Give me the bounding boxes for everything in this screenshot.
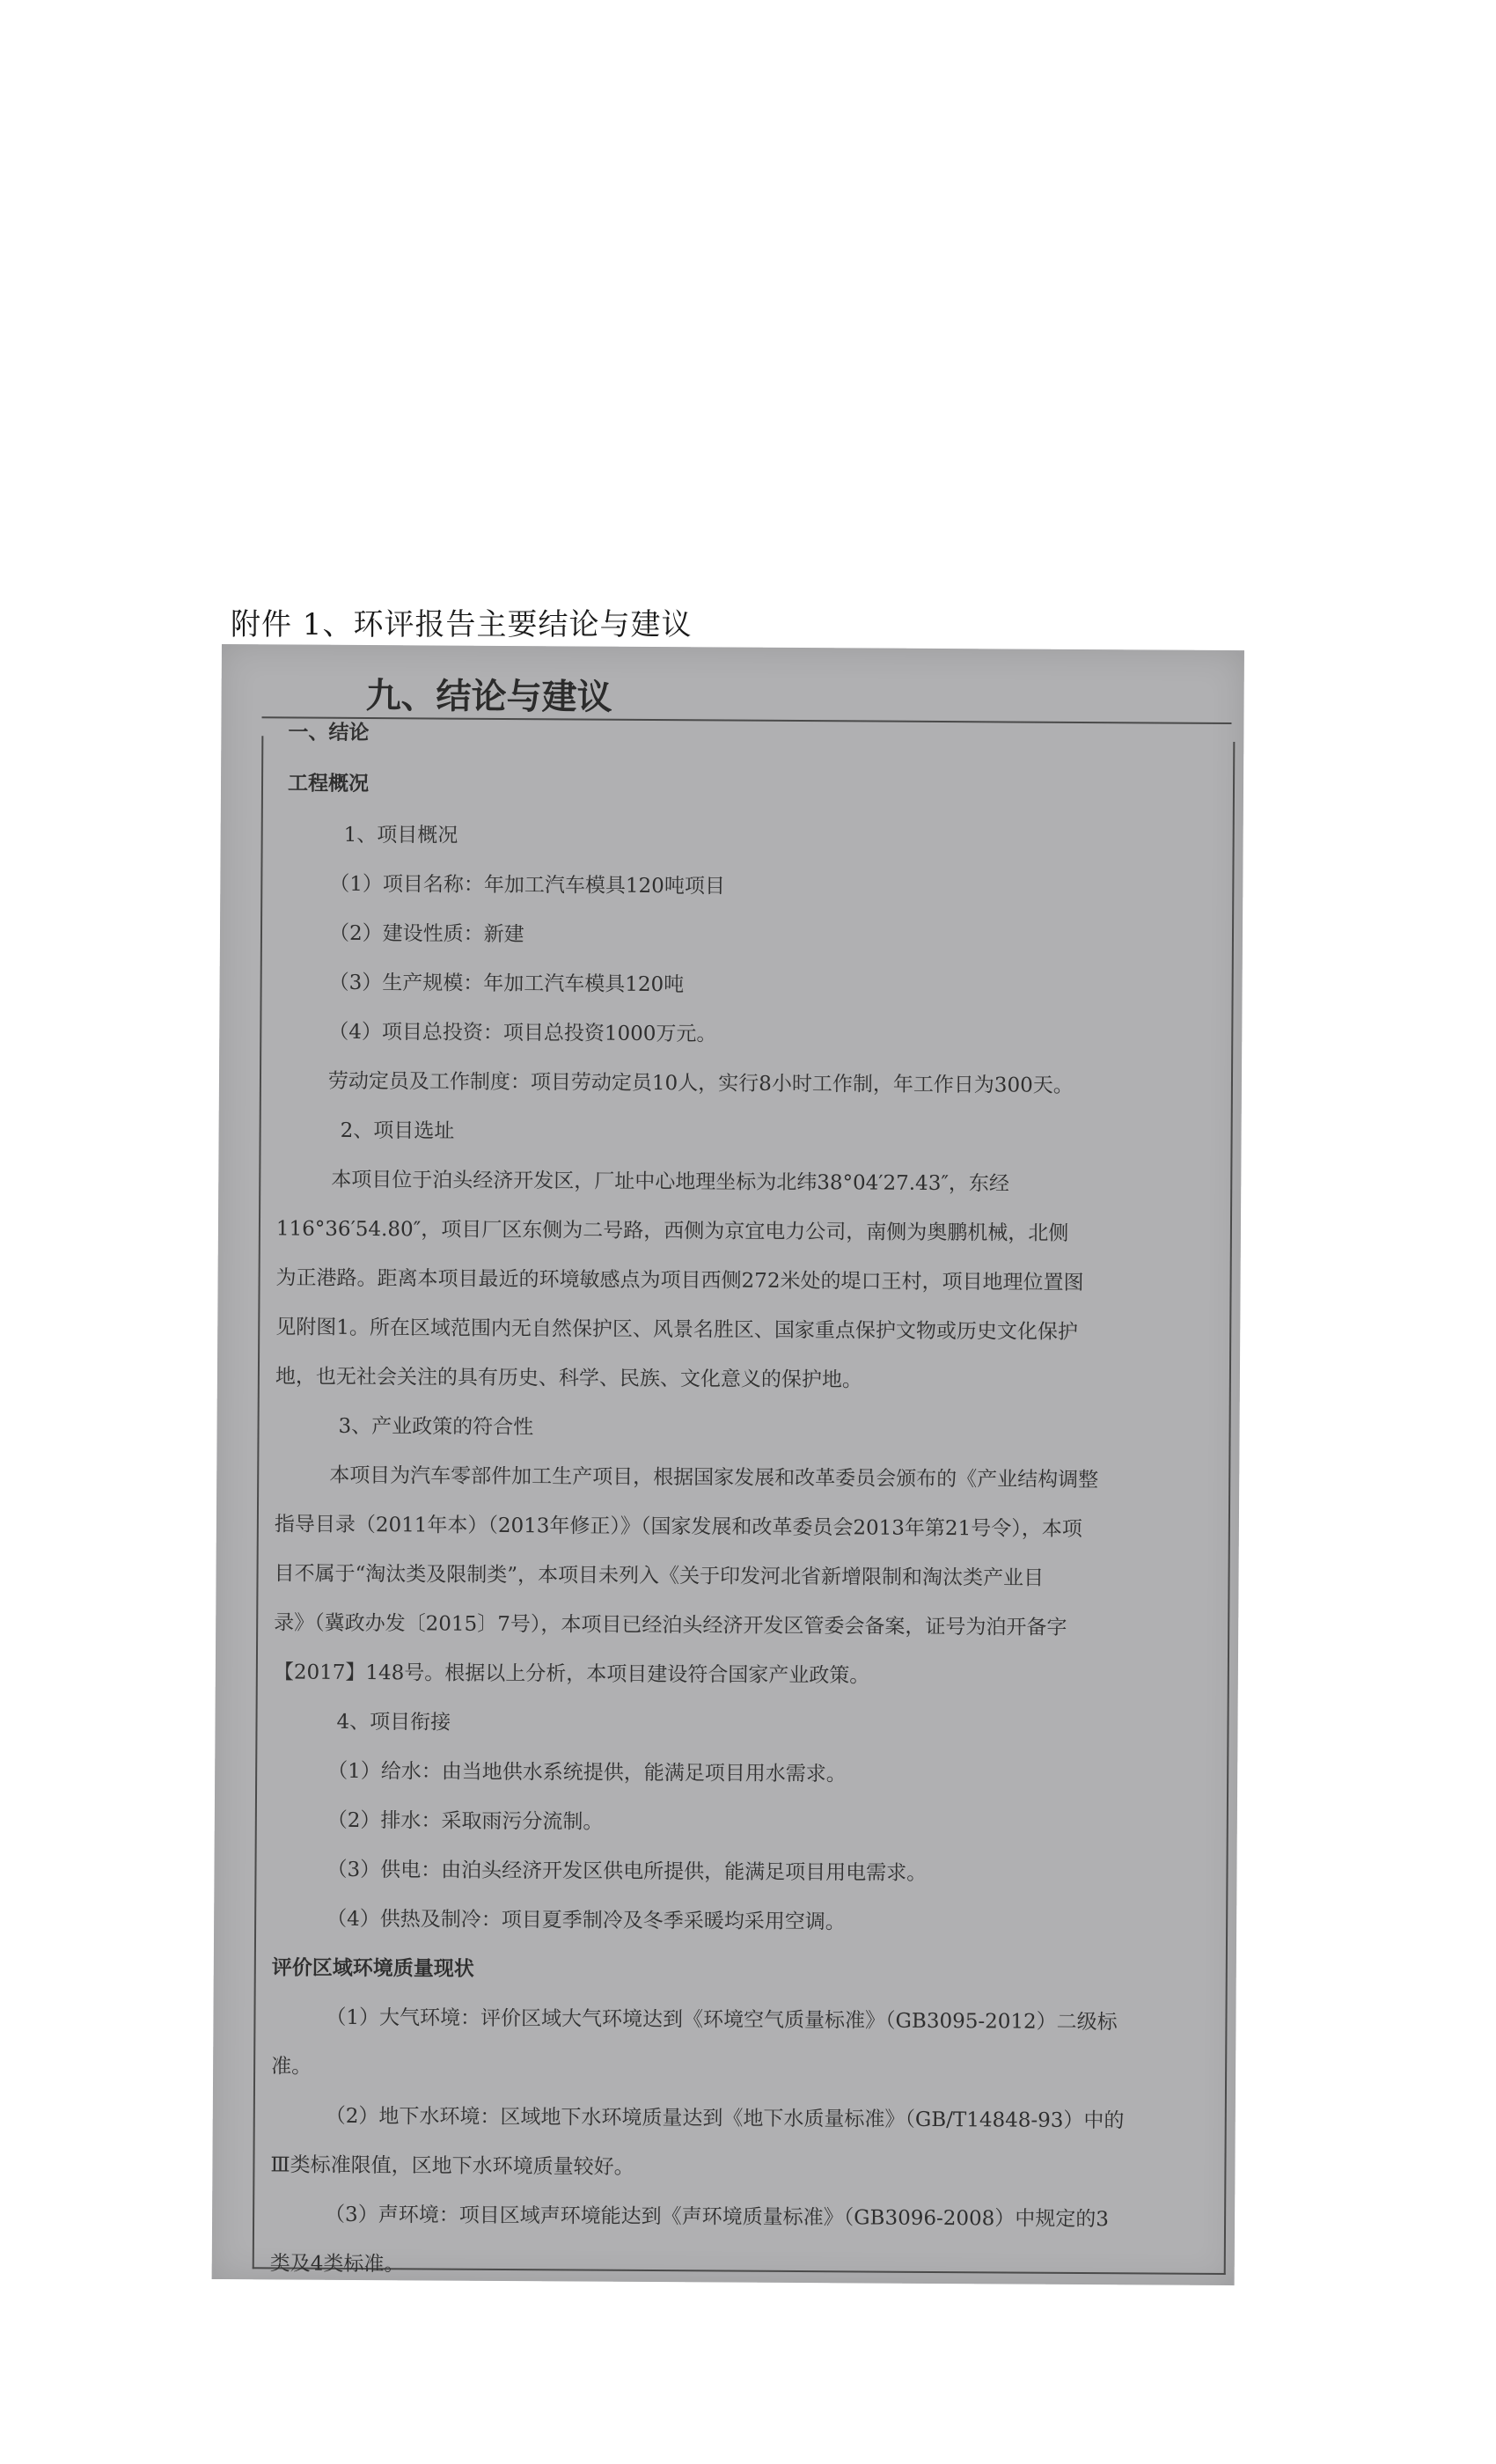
body-text-line: （4）项目总投资：项目总投资1000万元。 — [328, 1020, 717, 1046]
body-text-line: （3）生产规模：年加工汽车模具120吨 — [328, 971, 685, 997]
body-text-line: 为正港路。距离本项目最近的环境敏感点为项目西侧272米处的堤口王村，项目地理位置图 — [275, 1266, 1084, 1294]
body-text-line: 3、产业政策的符合性 — [338, 1414, 534, 1440]
body-text-line: 录》（冀政办发〔2015〕7号），本项目已经泊头经济开发区管委会备案，证号为泊开备字 — [274, 1611, 1067, 1639]
body-text-line: 4、项目衔接 — [336, 1710, 451, 1734]
body-text-line: 指导目录（2011年本）（2013年修正）》（国家发展和改革委员会2013年第21号令），本项 — [274, 1513, 1082, 1541]
frame-top-rule — [261, 716, 1231, 724]
body-text-line: 2、项目选址 — [340, 1118, 455, 1143]
body-text-line: （2）排水：采取雨污分流制。 — [326, 1808, 604, 1834]
body-text-line: （1）大气环境：评价区域大气环境达到《环境空气质量标准》（GB3095-2012）二级标 — [326, 2006, 1118, 2035]
body-heading: 工程概况 — [287, 771, 370, 796]
section-title: 九、结论与建议 — [365, 675, 612, 718]
body-text-line: （2）建设性质：新建 — [328, 921, 524, 947]
body-text-line: 1、项目概况 — [343, 823, 458, 847]
body-text-line: （3）声环境：项目区域声环境能达到《声环境质量标准》（GB3096-2008）中规定的3 — [325, 2203, 1110, 2232]
body-text-line: 本项目为汽车零部件加工生产项目，根据国家发展和改革委员会颁布的《产业结构调整 — [329, 1463, 1099, 1492]
body-text-line: （3）供电：由泊头经济开发区供电所提供，能满足项目用电需求。 — [326, 1858, 928, 1885]
annex-title: 附件 1、环评报告主要结论与建议 — [231, 607, 693, 642]
scan-content-area — [253, 660, 1195, 2277]
body-text-line: （1）项目名称：年加工汽车模具120吨项目 — [329, 872, 725, 898]
body-text-line: （4）供热及制冷：项目夏季制冷及冬季采暖均采用空调。 — [326, 1907, 846, 1934]
body-text-line: 准。 — [271, 2055, 312, 2079]
body-heading: 一、结论 — [288, 720, 370, 745]
body-text-line: Ⅲ类标准限值，区地下水环境质量较好。 — [270, 2153, 634, 2179]
body-text-line: （1）给水：由当地供水系统提供，能满足项目用水需求。 — [327, 1759, 847, 1786]
scanned-report-excerpt — [212, 644, 1244, 2285]
body-text-line: 本项目位于泊头经济开发区，厂址中心地理坐标为北纬38°04′27.43″，东经 — [331, 1168, 1010, 1196]
body-text-line: 【2017】148号。根据以上分析，本项目建设符合国家产业政策。 — [273, 1661, 870, 1688]
body-text-line: 劳动定员及工作制度：项目劳动定员10人，实行8小时工作制，年工作日为300天。 — [327, 1069, 1074, 1097]
body-text-line: 116°36′54.80″，项目厂区东侧为二号路，西侧为京宜电力公司，南侧为奥鹏机械，北侧 — [275, 1217, 1069, 1245]
body-text-line: 见附图1。所在区域范围内无自然保护区、风景名胜区、国家重点保护文物或历史文化保护 — [275, 1316, 1078, 1344]
body-text-line: （2）地下水环境：区域地下水环境质量达到《地下水质量标准》（GB/T14848-93）中的 — [325, 2104, 1125, 2133]
body-text-line: 地，也无社会关注的具有历史、科学、民族、文化意义的保护地。 — [275, 1365, 862, 1392]
body-text-line: 类及4类标准。 — [269, 2252, 405, 2277]
body-heading: 评价区域环境质量现状 — [271, 1955, 474, 1981]
body-text-line: 目不属于“淘汰类及限制类”，本项目未列入《关于印发河北省新增限制和淘汰类产业目 — [274, 1562, 1045, 1590]
